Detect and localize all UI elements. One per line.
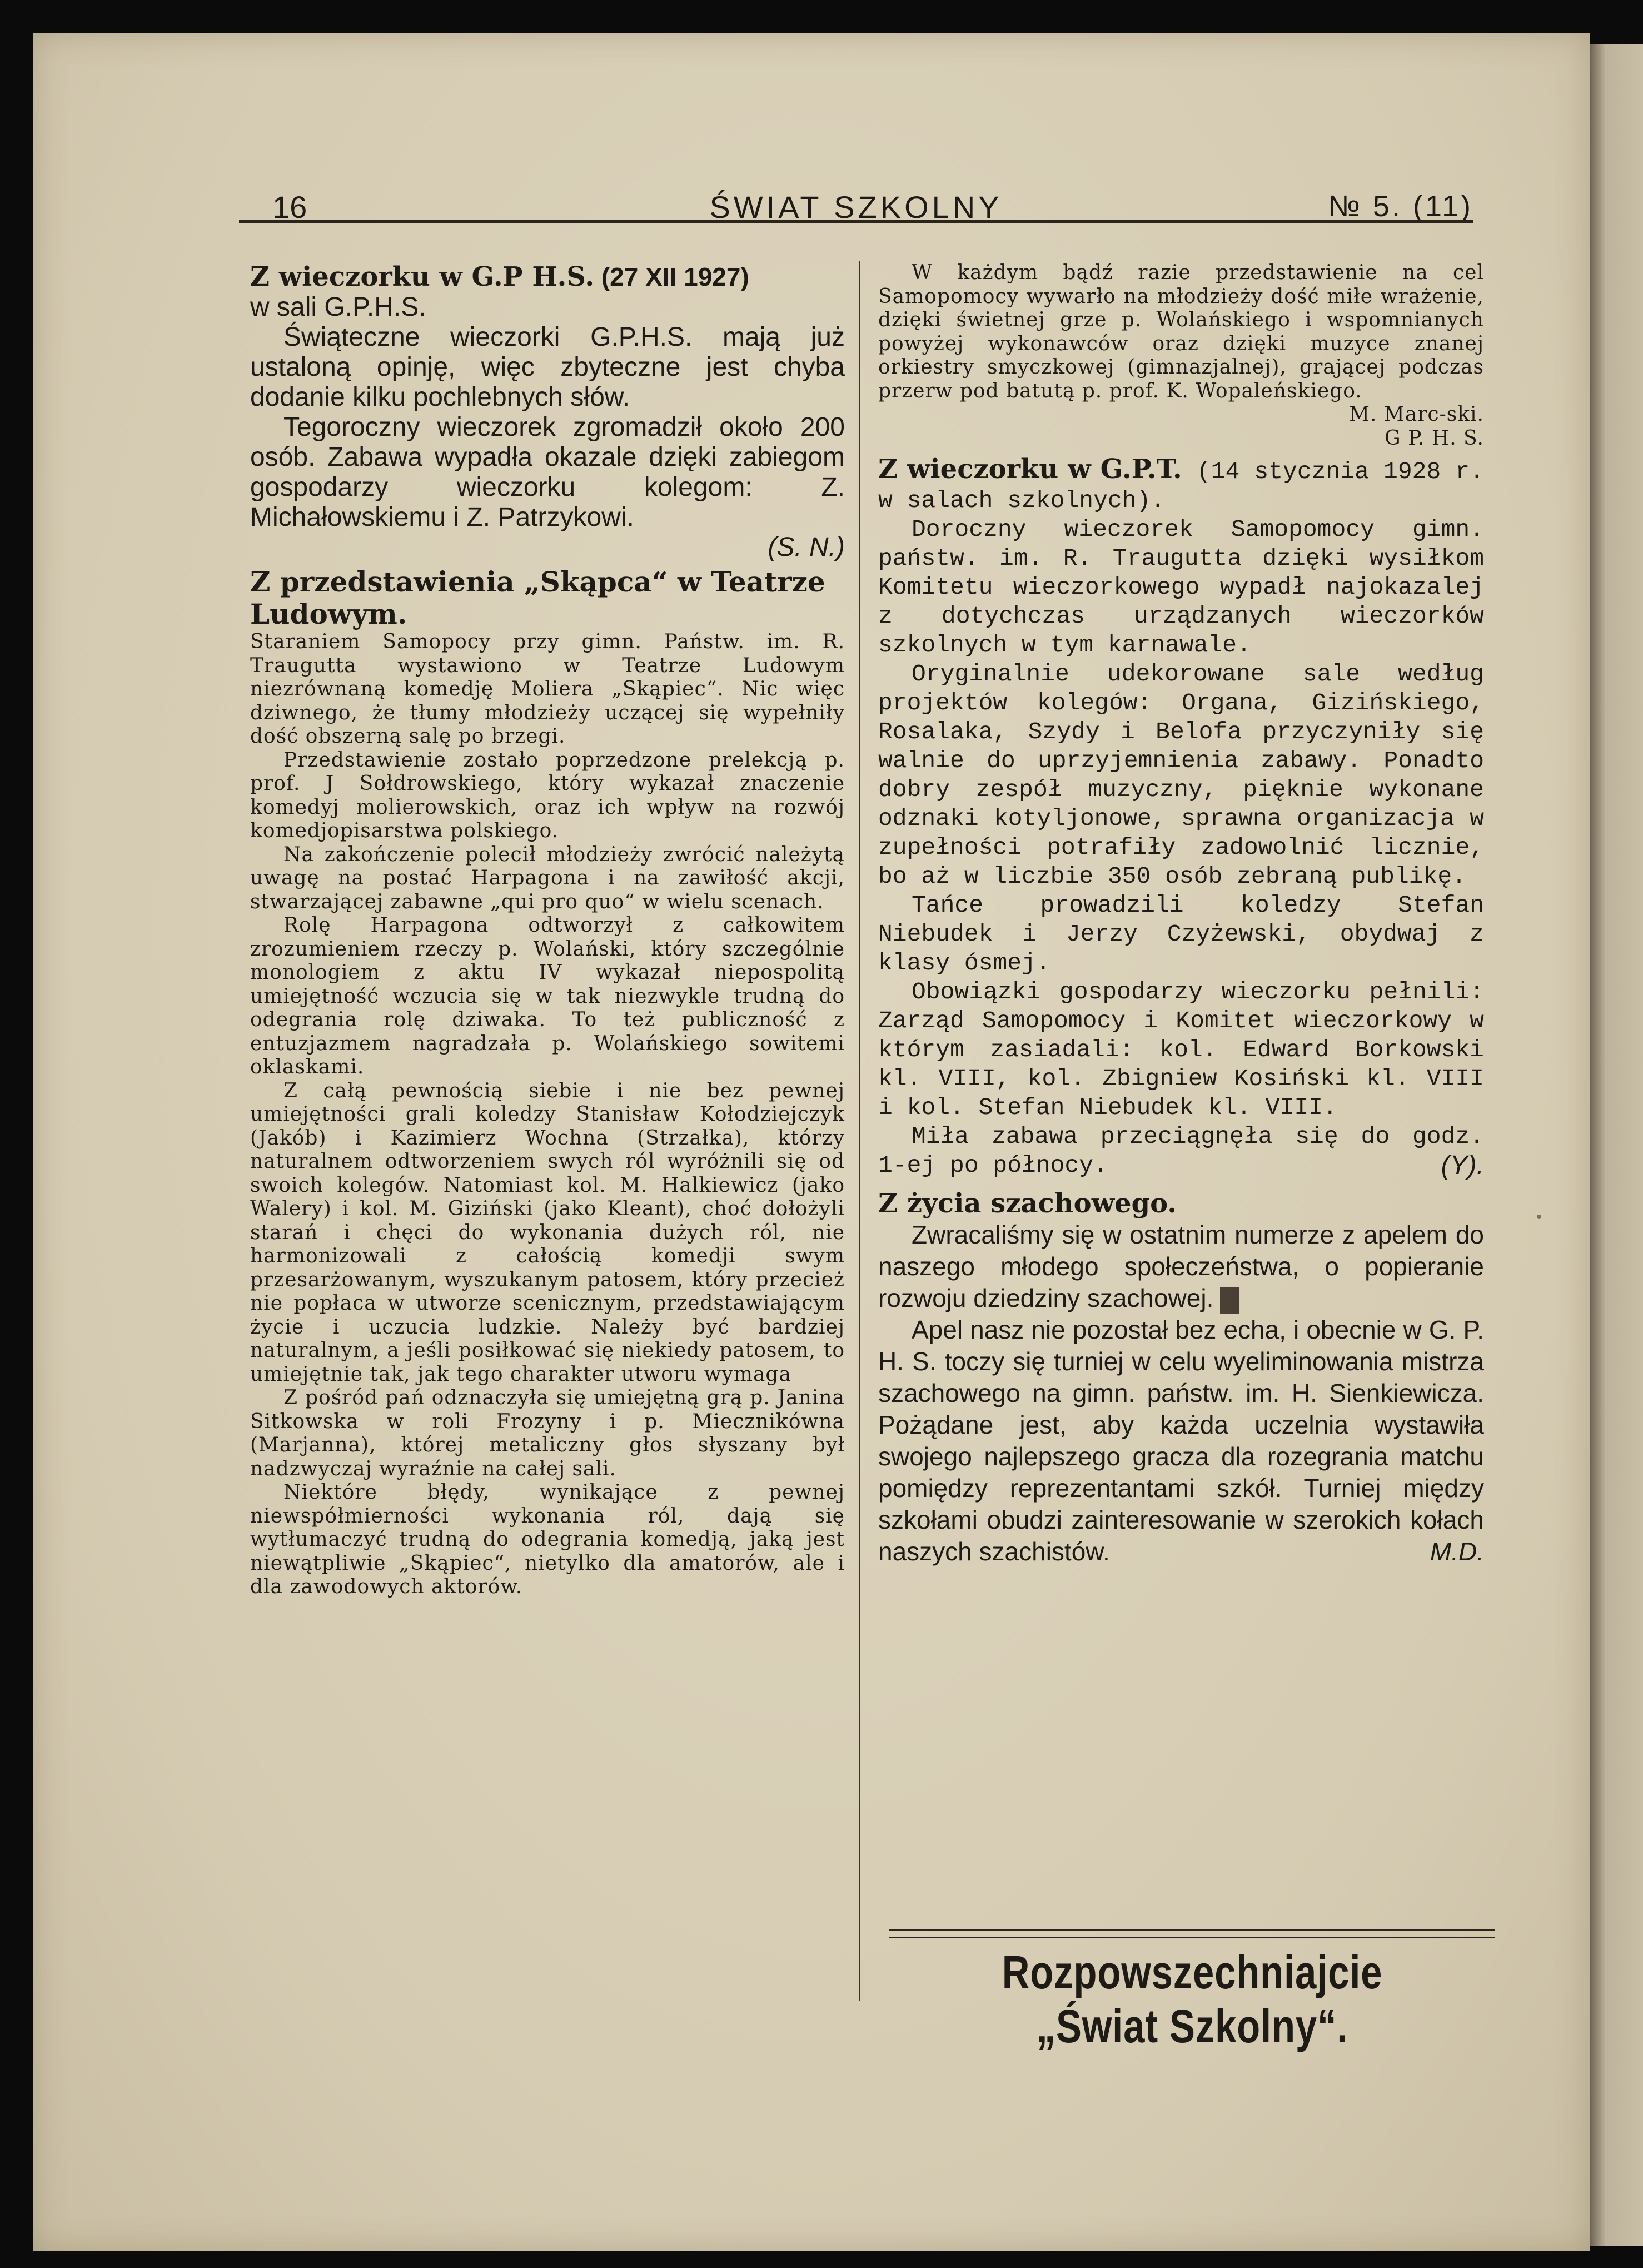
page-number: 16 xyxy=(272,190,307,225)
article-title: Z wieczorku w G.P.T. xyxy=(878,454,1182,485)
article-paragraph: Tańce prowadzili koledzy Stefan Niebudek i Jerzy Czyżewski, obydwaj z klasy ósmej. xyxy=(878,892,1484,977)
article-paragraph xyxy=(878,1314,1484,1568)
article-paragraph: Obowiązki gospodarzy wieczorku pełnili: Zarząd Samopomocy i Komitet wieczorkowy w którym zasiadali: kol. Edward Borkowski kl. VIII, kol. Zbigniew Kosiński kl. VIII i kol. Stefan Niebudek kl. VIII. xyxy=(878,978,1484,1121)
article-heading xyxy=(250,261,845,292)
article-paragraph xyxy=(878,1219,1484,1314)
issue-number: № 5. (11) xyxy=(1328,190,1473,223)
article-paragraph: Staraniem Samopocy przy gimn. Państw. im. R. Traugutta wystawiono w Teatrze Ludowym niezrównaną komedję Moliera „Skąpiec“. Nic więc dziwnego, że tłumy młodzieży uczącej się wypełniły dość obszerną salę po brzegi. xyxy=(250,630,845,748)
article-paragraph-text: Apel nasz nie pozostał bez echa, i obecnie w G. P. H. S. toczy się turniej w celu wyeliminowania mistrza szachowego na gimn. państw. im. H. Sienkiewicza. Pożądane jest, aby każda uczelnia wystawiła swojego najlepszego gracza dla rozegrania matchu pomiędzy reprezentantami szkół. Turniej między szkołami obudzi zainteresowanie w szerokich kołach naszych szachistów. xyxy=(878,1315,1484,1566)
article-paragraph: Świąteczne wieczorki G.P.H.S. mają już ustaloną opinję, więc zbyteczne jest chyba dodanie kilku pochlebnych słów. xyxy=(250,322,845,412)
article-heading xyxy=(878,454,1484,515)
promo-slogan: Rozpowszechniajcie „Świat Szkolny“. xyxy=(1002,1946,1383,2052)
left-column xyxy=(250,261,845,1603)
article-paragraph: Przedstawienie zostało poprzedzone prelekcją p. prof. J Sołdrowskiego, który wykazał znaczenie komedyj molierowskich, oraz ich wpływ na rozwój komedjopisarstwa polskiego. xyxy=(250,748,845,842)
right-column xyxy=(878,261,1484,1571)
article-wieczorek-gpt xyxy=(878,454,1484,1180)
article-title: Z przedstawienia „Skąpca“ w Teatrze Ludowym. xyxy=(250,565,825,630)
article-paragraph: Z całą pewnością siebie i nie bez pewnej umiejętności grali koledzy Stanisław Kołodziejczyk (Jakób) i Kazimierz Wochna (Strzałka), którzy naturalnem odtworzeniem swych ról wyróżnili się od swoich kolegów. Natomiast kol. M. Halkiewicz (jako Walery) i kol. M. Giziński (jako Kleant), choć dołożyli starań i chęci do wykonania dużych ról, nie harmonizowali z całością komedji swym przesarżowanym, wyszukanym patosem, który przecież nie popłaca w utworze scenicznym, przedstawiającym życie i uczucia ludzkie. Należy być bardziej naturalnym, a jeśli posiłkować się niekiedy patosem, to umiejętnie tak, jak tego charakter utworu wymaga xyxy=(250,1079,845,1386)
article-skapiec xyxy=(250,566,845,1599)
journal-title: ŚWIAT SZKOLNY xyxy=(709,190,1003,225)
article-signature: (Y). xyxy=(1441,1151,1484,1180)
library-stamp-mark xyxy=(1220,1287,1239,1314)
article-paragraph-text: Miła zabawa przeciągnęła się do godz. 1-ej po północy. xyxy=(878,1123,1484,1179)
article-wieczorek-gphs xyxy=(250,261,845,563)
article-zycie-szachowe xyxy=(878,1188,1484,1568)
header-rule xyxy=(239,220,1473,223)
article-line: w sali G.P.H.S. xyxy=(250,292,426,322)
article-paragraph-text: Zwracaliśmy się w ostatnim numerze z apelem do naszego młodego społeczeństwa, o popieranie rozwoju dziedziny szachowej. xyxy=(878,1220,1484,1312)
page-header xyxy=(239,189,1473,233)
article-paragraph: Oryginalnie udekorowane sale według projektów kolegów: Organa, Gizińskiego, Rosalaka, Szydy i Belofa przyczyniły się walnie do uprzyjemnienia zabawy. Ponadto dobry zespół muzyczny, pięknie wykonane odznaki kotyljonowe, sprawna organizacja w zupełności potrafiły zadowolnić licznie, bo aż w liczbie 350 osób zebraną publikę. xyxy=(878,660,1484,890)
paper-speck xyxy=(1537,1215,1541,1219)
column-divider xyxy=(859,261,860,2001)
article-paragraph: Na zakończenie polecił młodzieży zwrócić należytą uwagę na postać Harpagona i na zawiłość akcji, stwarzającej zabawne „qui pro quo“ w wielu scenach. xyxy=(250,843,845,913)
article-title: Z życia szachowego. xyxy=(878,1188,1177,1219)
footer-rule xyxy=(889,1929,1495,1931)
footer-rule-thin xyxy=(889,1937,1495,1938)
article-signature: M. Marc-ski. xyxy=(1349,403,1484,426)
article-signature: (S. N.) xyxy=(768,533,845,562)
article-continuation xyxy=(878,261,1484,450)
article-signature: M.D. xyxy=(1430,1537,1484,1566)
article-date: (27 XII 1927) xyxy=(594,262,749,291)
article-paragraph: Z pośród pań odznaczyła się umiejętną grą p. Janina Sitkowska w roli Frozyny i p. Miecznikówna (Marjanna), której metaliczny głos słyszany był nadzwyczaj wyraźnie na całej sali. xyxy=(250,1386,845,1480)
article-paragraph: Tegoroczny wieczorek zgromadził około 200 osób. Zabawa wypadła okazale dzięki zabiegom gospodarzy wieczorku kolegom: Z. Michałowskiemu i Z. Patrzykowi. xyxy=(250,412,845,532)
article-signature-org: G P. H. S. xyxy=(1384,426,1484,450)
next-page-edge xyxy=(1590,44,1643,2246)
article-paragraph xyxy=(878,1122,1484,1180)
article-paragraph: W każdym bądź razie przedstawienie na cel Samopomocy wywarło na młodzieży dość miłe wrażenie, dzięki świetnej grze p. Wolańskiego i wspomnianych powyżej wykonawców oraz dzięki muzyce znanej orkiestry smyczkowej (gimnazjalnej), grającej podczas przerw pod batutą p. prof. K. Wopaleńskiego. xyxy=(878,261,1484,402)
article-paragraph: Rolę Harpagona odtworzył z całkowitem zrozumieniem rzeczy p. Wolański, który szczególnie monologiem z aktu IV wykazał niepospolitą umiejętność wczucia się w tak niezwykle trudną do odegrania rolę dziwaka. To też publiczność z entuzjazmem nagradzała p. Wolańskiego sowitemi oklaskami. xyxy=(250,914,845,1078)
article-date: (14 stycznia 1928 r. w salach szkolnych). xyxy=(878,458,1485,514)
article-paragraph: Niektóre błędy, wynikające z pewnej niewspółmierności wykonania ról, dają się wytłumaczyć trudną do odegrania komedją, jaką jest niewątpliwie „Skąpiec“, nietylko dla amatorów, ale i dla zawodowych aktorów. xyxy=(250,1481,845,1598)
article-title: Z wieczorku w G.P H.S. xyxy=(250,261,595,292)
article-paragraph: Doroczny wieczorek Samopomocy gimn. państw. im. R. Traugutta dzięki wysiłkom Komitetu wieczorkowego wypadł najokazalej z dotychczas urządzanych wieczorków szkolnych w tym karnawale. xyxy=(878,516,1484,659)
